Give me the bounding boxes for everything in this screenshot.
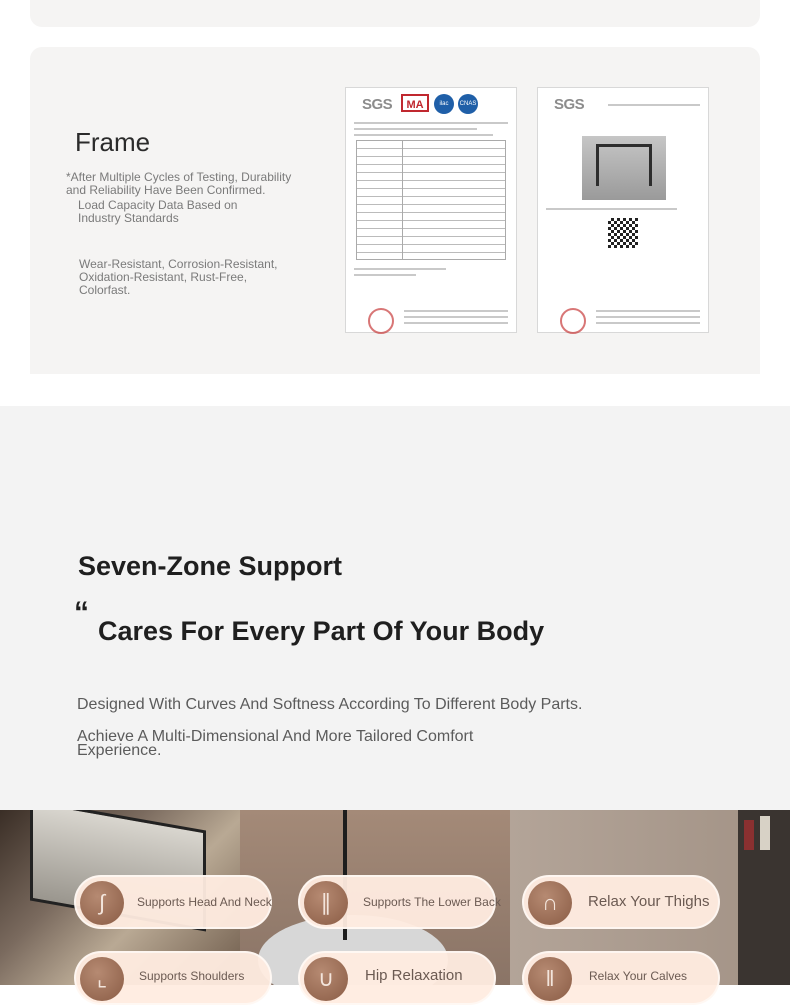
cert-footer-lines	[354, 268, 508, 280]
shoulders-icon: ⌞	[80, 957, 124, 1001]
zone-label: Supports Shoulders	[139, 969, 245, 983]
seven-zone-description-2: Achieve A Multi-Dimensional And More Tailored Comfort Experience.	[77, 728, 474, 759]
sgs-logo: SGS	[362, 96, 393, 113]
sample-photo	[582, 136, 666, 200]
zone-lower-back	[298, 875, 501, 929]
cert-data-table	[356, 140, 506, 260]
calves-icon: ‖	[528, 957, 572, 1001]
cert-fineprint	[404, 310, 508, 328]
qr-code-icon	[608, 218, 638, 248]
frame-wear-resistance: Wear-Resistant, Corrosion-Resistant, Oxidation-Resistant, Rust-Free, Colorfast.	[79, 257, 278, 297]
thighs-icon: ∩	[528, 881, 572, 925]
zone-hip	[298, 951, 496, 1005]
sgs-logo: SGS	[554, 96, 585, 113]
frame-load-capacity: Load Capacity Data Based on Industry Standards	[78, 198, 238, 225]
previous-section-card	[30, 0, 760, 27]
certificate-document-1	[345, 87, 517, 333]
hip-icon: ∪	[304, 957, 348, 1001]
zone-label: Relax Your Calves	[589, 969, 688, 983]
frame-testing-note: *After Multiple Cycles of Testing, Durability and Reliability Have Been Confirmed.	[66, 170, 292, 197]
quote-icon: “	[74, 596, 89, 629]
photo-bookshelf	[738, 810, 790, 985]
zone-calves	[522, 951, 720, 1005]
cert-stamp-icon	[368, 308, 394, 334]
cnas-mark: CNAS	[458, 94, 478, 114]
cert-stamp-icon	[560, 308, 586, 334]
seven-zone-subtitle: Cares For Every Part Of Your Body	[98, 616, 545, 646]
zone-shoulders	[74, 951, 272, 1005]
cert-caption-lines	[546, 208, 700, 214]
zone-label: Supports Head And Neck	[137, 895, 272, 909]
zone-label: Supports The Lower Back	[363, 895, 501, 909]
zone-thighs	[522, 875, 720, 929]
lower-back-icon: ∥	[304, 881, 348, 925]
zone-label: Hip Relaxation	[365, 967, 463, 984]
head-neck-icon: ∫	[80, 881, 124, 925]
seven-zone-title: Seven-Zone Support	[78, 551, 343, 581]
frame-title: Frame	[75, 127, 151, 157]
seven-zone-description-1: Designed With Curves And Softness According To Different Body Parts.	[77, 696, 583, 713]
certificate-document-2	[537, 87, 709, 333]
cert-fineprint	[596, 310, 700, 328]
cert-header-lines	[354, 122, 508, 140]
ilac-mark: ilac	[434, 94, 454, 114]
zone-label: Relax Your Thighs	[588, 893, 710, 910]
zone-head-neck	[74, 875, 272, 929]
ma-mark: MA	[401, 94, 429, 112]
cert-header-lines	[608, 104, 700, 110]
